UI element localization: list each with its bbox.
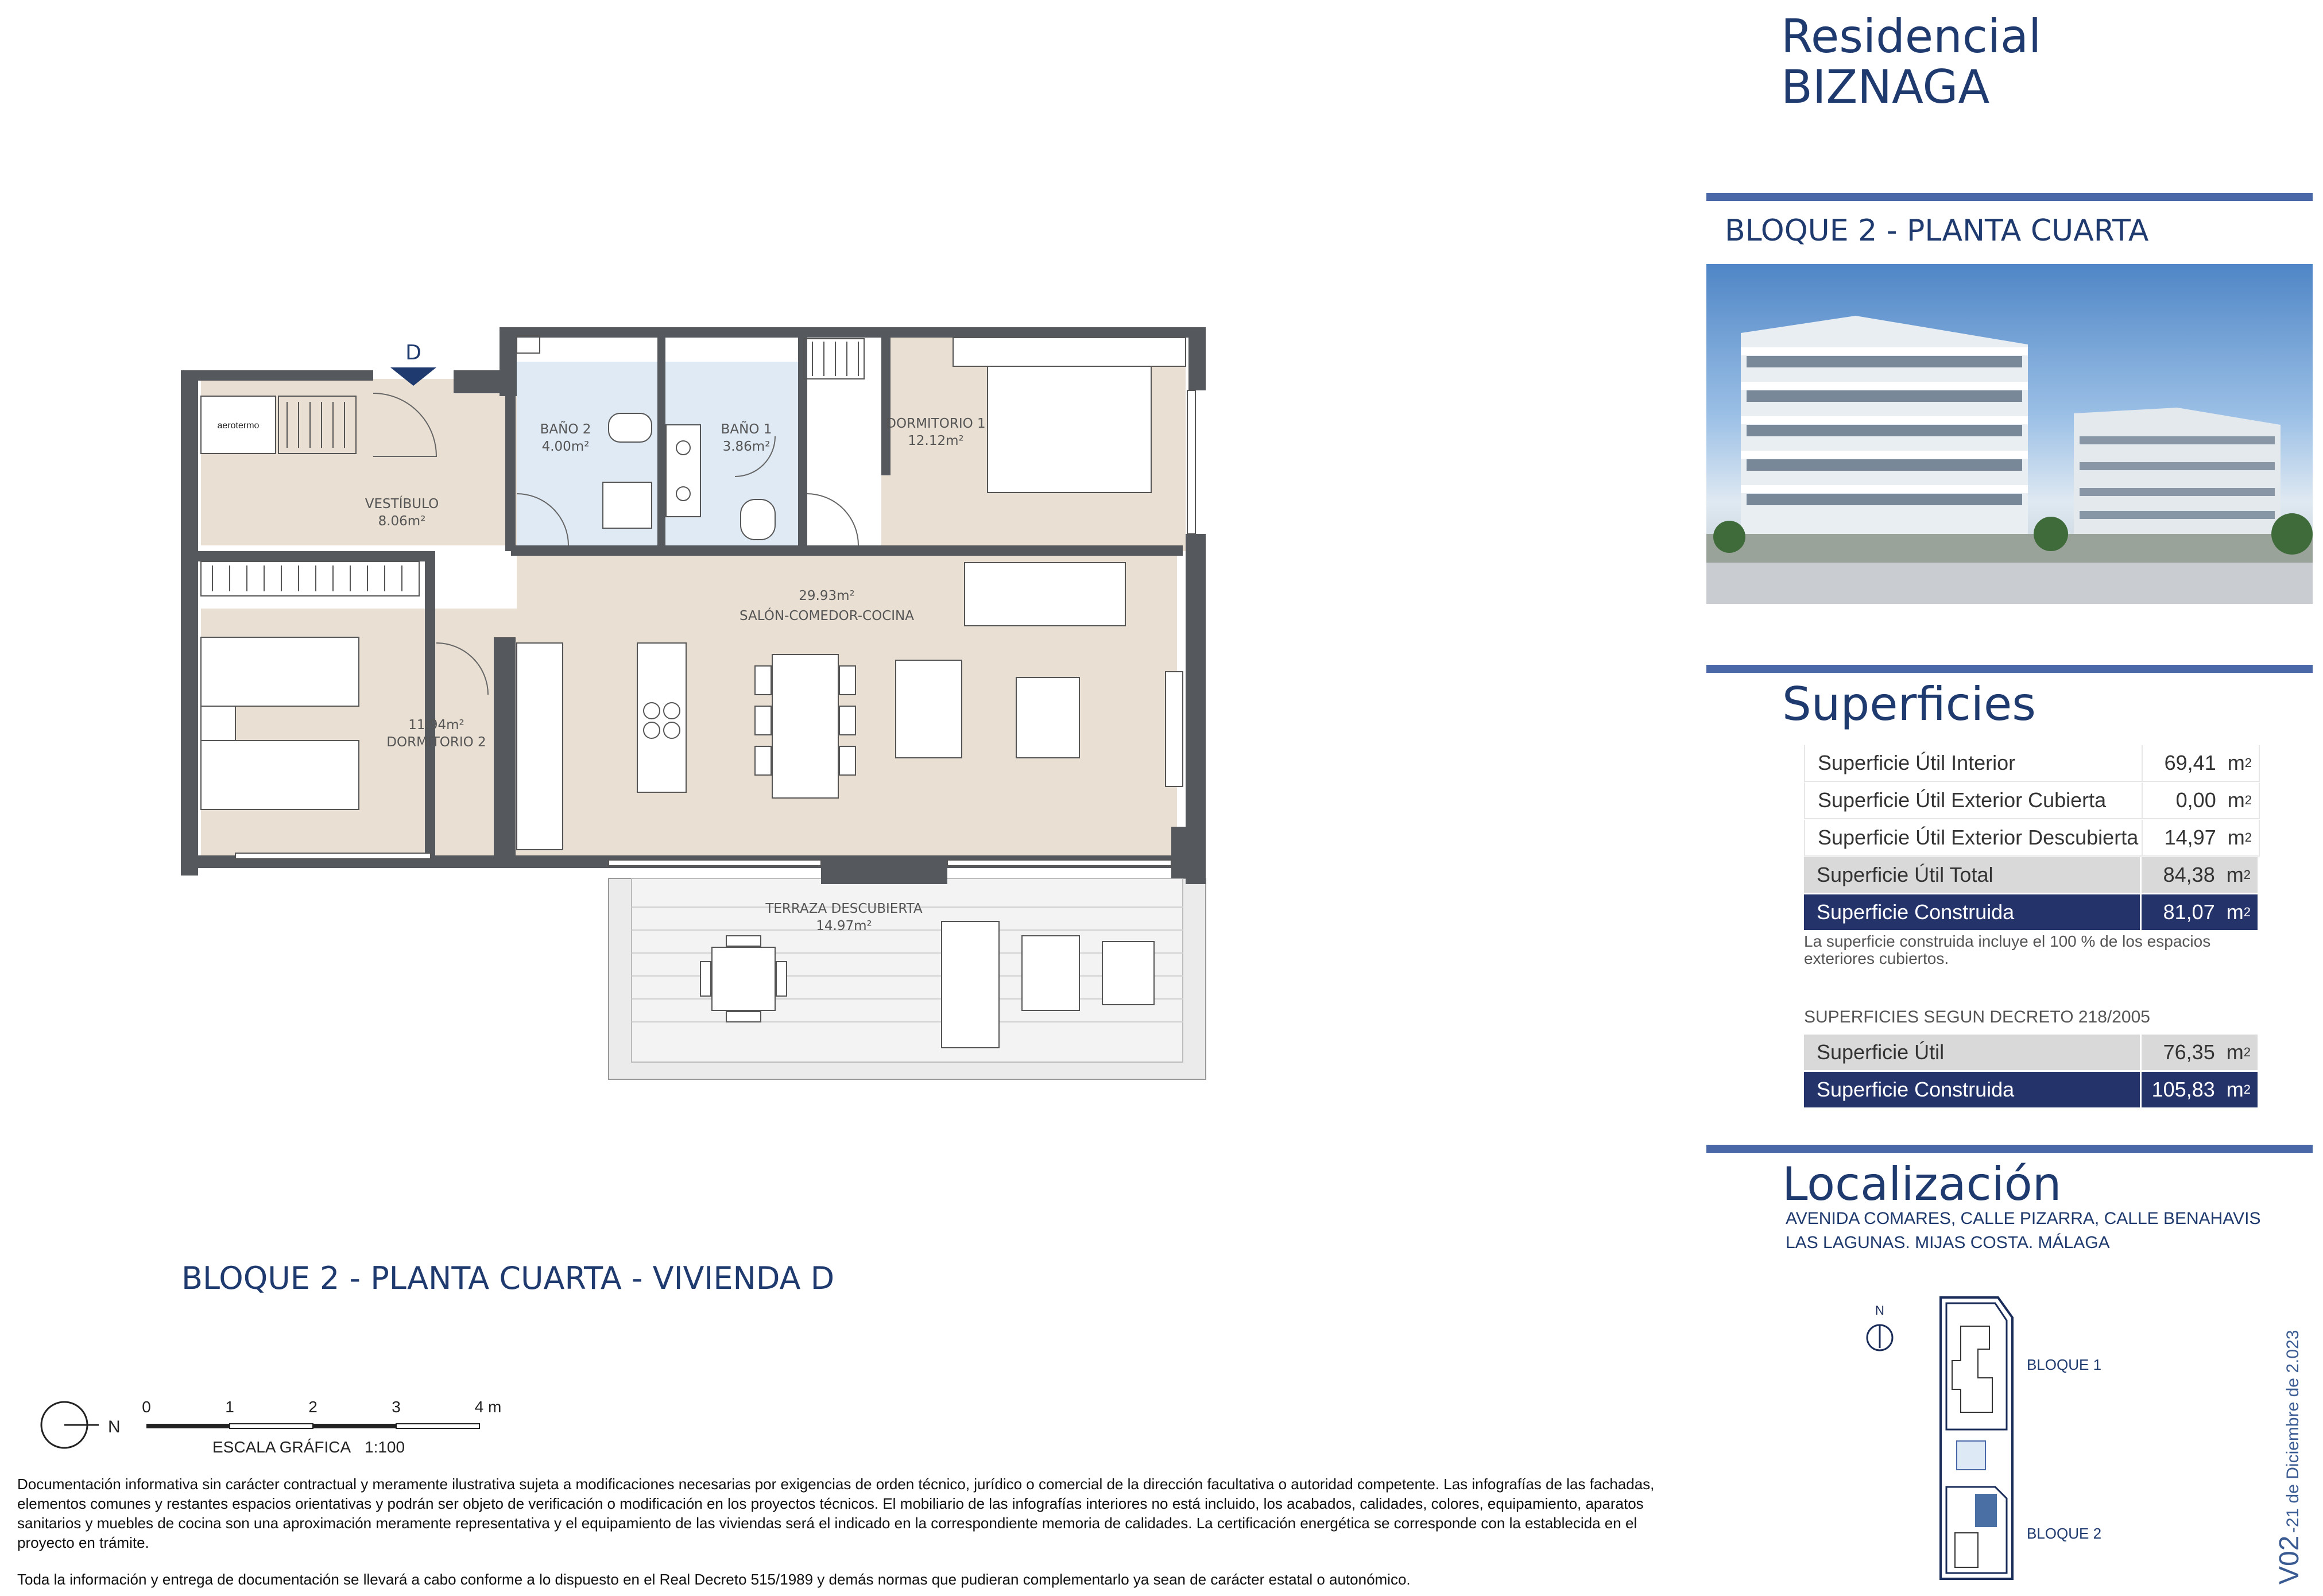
table-row	[1804, 820, 2260, 857]
brand-line2: BIZNAGA	[1781, 60, 1990, 114]
divider	[1706, 1145, 2313, 1153]
scale-ratio: 1:100	[365, 1438, 405, 1456]
scale-north: N	[108, 1417, 121, 1436]
row-label: Superficie Construida	[1817, 900, 2015, 924]
table-row	[1804, 1072, 2258, 1109]
row-label: Superficie Útil Exterior Descubierta	[1818, 826, 2139, 849]
table-row	[1804, 745, 2260, 782]
table-row	[1804, 782, 2260, 819]
dorm2-area: 11.94m²	[408, 718, 464, 733]
table-row	[1804, 894, 2258, 932]
scale-tick: 1	[225, 1398, 234, 1416]
row-label: Superficie Útil Exterior Cubierta	[1818, 788, 2107, 812]
site-map	[1854, 1292, 2176, 1590]
dorm1-area: 12.12m²	[908, 433, 964, 448]
row-value: 14,97 m 2	[2142, 820, 2259, 855]
row-value: 84,38 m 2	[2140, 857, 2258, 893]
scale-tick: 0	[142, 1398, 151, 1416]
plan-title: BLOQUE 2 - PLANTA CUARTA - VIVIENDA D	[181, 1260, 835, 1296]
scale-tick: 3	[392, 1398, 401, 1416]
row-label: Superficie Construida	[1817, 1078, 2015, 1101]
table-row	[1804, 857, 2258, 894]
salon-area: 29.93m²	[799, 588, 855, 603]
scale-tick: 2	[308, 1398, 318, 1416]
row-value: 105,83 m 2	[2140, 1072, 2258, 1107]
bloque2-label: BLOQUE 2	[2027, 1525, 2102, 1542]
brand-logo	[1781, 11, 2041, 113]
block-title: BLOQUE 2 - PLANTA CUARTA	[1725, 214, 2149, 248]
floor-plan	[172, 316, 1229, 1097]
bloque1-label: BLOQUE 1	[2027, 1356, 2102, 1373]
door-marker-label: D	[405, 341, 421, 365]
scale-label: ESCALA GRÁFICA	[212, 1438, 351, 1456]
terraza-area: 14.97m²	[816, 919, 872, 933]
address-line1: AVENIDA COMARES, CALLE PIZARRA, CALLE BENAHAVIS	[1786, 1209, 2261, 1228]
divider	[1706, 193, 2313, 201]
bano2-area: 4.00m²	[541, 439, 590, 454]
row-label: Superficie Útil Total	[1817, 863, 1993, 886]
row-label: Superficie Útil	[1817, 1040, 1945, 1064]
superficies-note: La superficie construida incluye el 100 % de los espacios exteriores cubiertos.	[1804, 932, 2211, 967]
render-svg	[1706, 264, 2313, 604]
version-date: -21 de Diciembre de 2.023	[2283, 1330, 2302, 1533]
version-stamp	[2274, 1330, 2305, 1585]
superficies-title: Superficies	[1782, 677, 2036, 731]
unit-highlight	[1975, 1494, 1997, 1527]
localizacion-title: Localización	[1782, 1157, 2062, 1211]
terraza-name: TERRAZA DESCUBIERTA	[765, 901, 923, 916]
row-value: 0,00 m 2	[2142, 782, 2259, 818]
address-line2: LAS LAGUNAS. MIJAS COSTA. MÁLAGA	[1786, 1233, 2110, 1252]
table-row	[1804, 1035, 2258, 1072]
vestibulo-area: 8.06m²	[378, 514, 426, 529]
scale-tick: 4 m	[474, 1398, 502, 1416]
divider	[1706, 665, 2313, 673]
scale-bar	[34, 1389, 540, 1470]
disclaimer: Documentación informativa sin carácter contractual y meramente ilustrativa sujeta a modificaciones necesarias por exigencias de orden técnico, jurídico o comercial de la dirección facultativa o autoridad competente. Las infografías de las fachadas, elementos comunes y restantes espacios orientativas y podrán ser objeto de verificación o modificación en los proyectos técnicos. El mobiliario de las infografías interiores no está incluido, los acabados, calidades, colores, equipamiento, aparatos sanitarios y muebles de cocina son una aproximación meramente representativa y el equipamiento de las viviendas será el indicado en la correspondiente memoria de calidades. La certificación energética se corresponde con la establecida en el proyecto en trámite.	[17, 1475, 1655, 1551]
vestibulo-name: VESTÍBULO	[365, 497, 439, 512]
bano1-area: 3.86m²	[722, 439, 771, 454]
decreto-title: SUPERFICIES SEGUN DECRETO 218/2005	[1804, 1008, 2150, 1026]
dorm1-name: DORMITORIO 1	[886, 416, 986, 431]
row-value: 81,07 m 2	[2140, 894, 2258, 930]
site-north-label: N	[1875, 1303, 1884, 1318]
bano1-name: BAÑO 1	[721, 422, 772, 437]
row-label: Superficie Útil Interior	[1818, 751, 2016, 774]
version-code: V02	[2274, 1535, 2305, 1585]
salon-name: SALÓN-COMEDOR-COCINA	[739, 609, 915, 623]
dorm2-name: DORMITORIO 2	[386, 735, 486, 750]
row-value: 76,35 m 2	[2140, 1035, 2258, 1070]
building-render	[1706, 264, 2313, 604]
row-value: 69,41 m 2	[2142, 745, 2259, 781]
brand-line1: Residencial	[1781, 10, 2042, 63]
aerotermo-label: aerotermo	[217, 421, 260, 431]
bano2-name: BAÑO 2	[540, 422, 591, 437]
legal-note: Toda la información y entrega de documentación se llevará a cabo conforme a lo dispuesto en el Real Decreto 515/1989 y demás normas que pudieran complementarlo ya sean de carácter estatal o autonómico.	[17, 1571, 1411, 1588]
